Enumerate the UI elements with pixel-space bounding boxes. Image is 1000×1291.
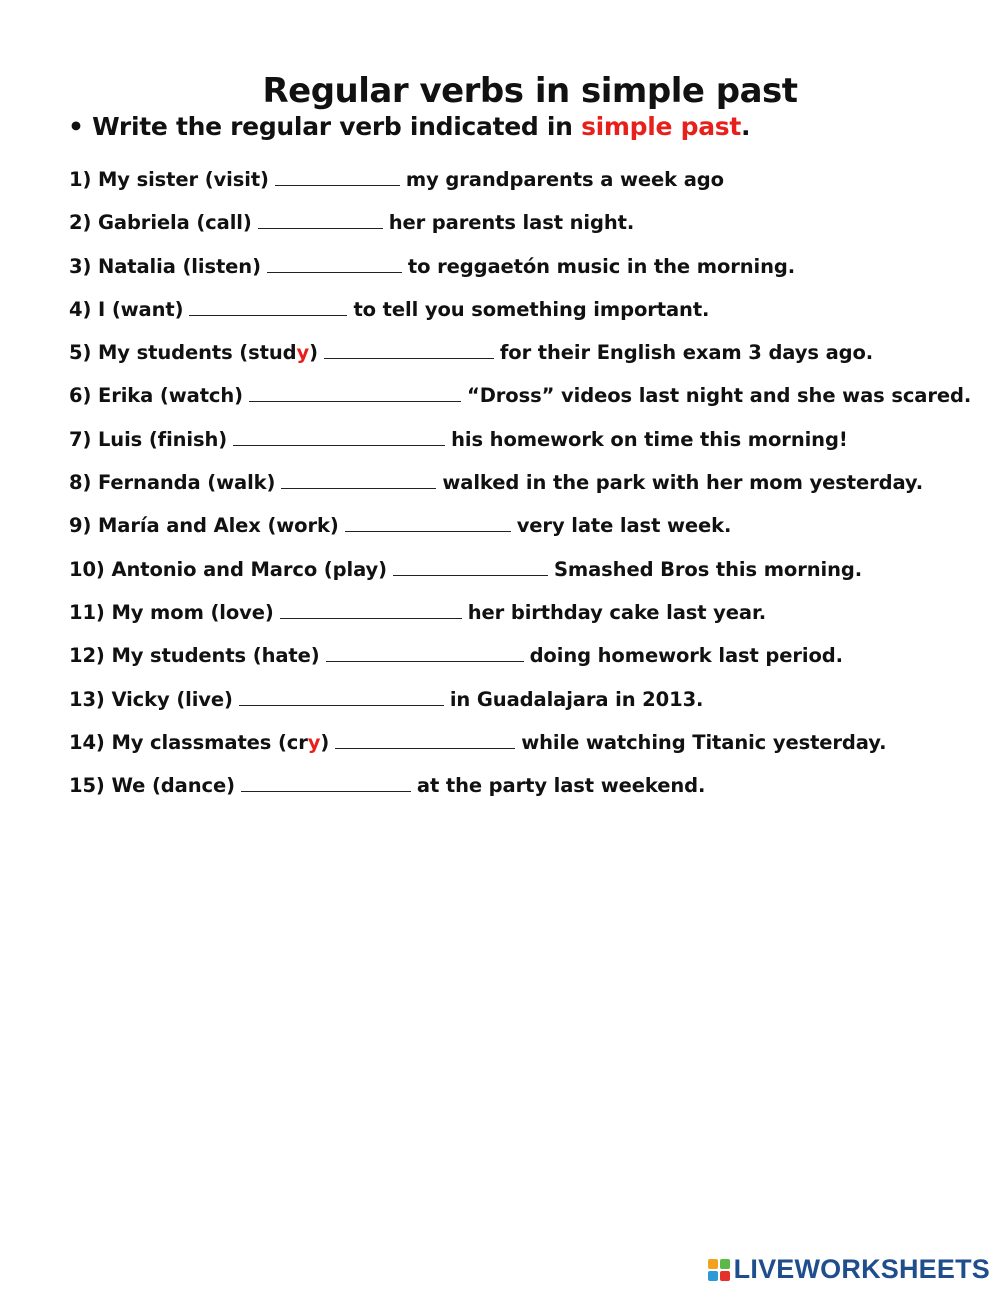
worksheet-title: Regular verbs in simple past xyxy=(262,70,798,111)
logo-block-orange xyxy=(708,1259,718,1269)
exercise-number: 10) xyxy=(69,557,105,581)
instruction xyxy=(68,112,750,141)
answer-blank[interactable] xyxy=(275,167,400,186)
exercise-number: 12) xyxy=(69,644,105,668)
exercise-number: 2) xyxy=(69,211,92,235)
exercise-item xyxy=(69,599,971,642)
exercise-continuation: to tell you something important. xyxy=(353,297,710,321)
exercise-continuation: her birthday cake last year. xyxy=(467,600,767,624)
exercise-prompt: Antonio and Marco (play) xyxy=(111,557,387,581)
exercise-prompt: We (dance) xyxy=(111,774,235,798)
logo-text: LIVEWORKSHEETS xyxy=(733,1254,990,1284)
exercise-item xyxy=(69,512,971,555)
exercise-continuation: my grandparents a week ago xyxy=(405,168,724,191)
exercise-prompt: Luis (finish) xyxy=(97,427,228,451)
answer-blank[interactable] xyxy=(393,557,548,576)
exercise-number: 13) xyxy=(69,687,105,711)
exercise-number: 11) xyxy=(69,600,105,624)
exercise-item xyxy=(69,382,971,425)
exercise-prompt: Vicky (live) xyxy=(111,687,233,711)
exercise-number: 14) xyxy=(69,730,105,754)
exercise-prompt: My mom (love) xyxy=(111,600,274,624)
answer-blank[interactable] xyxy=(335,730,515,749)
answer-blank[interactable] xyxy=(324,340,494,359)
exercise-continuation: doing homework last period. xyxy=(529,644,843,668)
exercise-item xyxy=(69,209,971,252)
instruction-text: Write the regular verb indicated in xyxy=(92,112,582,141)
exercise-item xyxy=(69,556,971,599)
exercise-item xyxy=(69,166,971,209)
logo-block-green xyxy=(720,1259,730,1269)
answer-blank[interactable] xyxy=(258,210,383,229)
exercise-list xyxy=(69,166,971,815)
answer-blank[interactable] xyxy=(241,773,411,792)
instruction-highlight: simple past xyxy=(581,112,741,141)
exercise-continuation: to reggaetón music in the morning. xyxy=(407,254,796,278)
verb-ending-highlight: y xyxy=(307,730,321,754)
exercise-number: 15) xyxy=(69,774,105,798)
exercise-prompt: My students (hate) xyxy=(111,644,320,668)
exercise-continuation: while watching Titanic yesterday. xyxy=(521,730,887,754)
exercise-continuation: his homework on time this morning! xyxy=(451,427,848,451)
instruction-period: . xyxy=(741,112,751,141)
logo-block-red xyxy=(720,1271,730,1281)
exercise-prompt: I (want) xyxy=(97,297,184,321)
answer-blank[interactable] xyxy=(233,427,445,446)
exercise-number: 9) xyxy=(69,514,92,538)
answer-blank[interactable] xyxy=(281,470,436,489)
exercise-prompt: My students (stud xyxy=(97,341,297,365)
answer-blank[interactable] xyxy=(249,383,461,402)
exercise-item xyxy=(69,729,971,772)
exercise-item xyxy=(69,772,971,815)
exercise-item xyxy=(69,686,971,729)
exercise-continuation: for their English exam 3 days ago. xyxy=(499,341,874,365)
answer-blank[interactable] xyxy=(326,643,524,662)
exercise-continuation: Smashed Bros this morning. xyxy=(553,557,863,581)
exercise-continuation: in Guadalajara in 2013. xyxy=(449,687,704,711)
exercise-item xyxy=(69,642,971,685)
answer-blank[interactable] xyxy=(189,297,347,316)
exercise-prompt: My sister (visit) xyxy=(97,168,269,191)
exercise-prompt: Natalia (listen) xyxy=(97,254,261,278)
exercise-item xyxy=(69,426,971,469)
exercise-number: 6) xyxy=(69,384,92,408)
exercise-number: 7) xyxy=(69,427,92,451)
exercise-prompt: Gabriela (call) xyxy=(97,211,252,235)
exercise-prompt: María and Alex (work) xyxy=(97,514,339,538)
answer-blank[interactable] xyxy=(267,254,402,273)
answer-blank[interactable] xyxy=(345,513,511,532)
exercise-number: 3) xyxy=(69,254,92,278)
exercise-continuation: “Dross” videos last night and she was scared. xyxy=(466,384,972,408)
exercise-item xyxy=(69,339,971,382)
exercise-prompt: Erika (watch) xyxy=(97,384,243,408)
verb-ending-highlight: y xyxy=(296,341,310,365)
exercise-item xyxy=(69,469,971,512)
exercise-item xyxy=(69,296,971,339)
instruction-bullet: • xyxy=(68,112,84,141)
exercise-prompt-close: ) xyxy=(320,730,330,754)
liveworksheets-logo xyxy=(708,1254,990,1285)
exercise-prompt: My classmates (cr xyxy=(111,730,308,754)
exercise-prompt-close: ) xyxy=(309,341,318,365)
exercise-continuation: walked in the park with her mom yesterday. xyxy=(442,471,924,495)
exercise-continuation: very late last week. xyxy=(516,514,732,538)
exercise-prompt: Fernanda (walk) xyxy=(97,471,276,495)
exercise-continuation: at the party last weekend. xyxy=(416,774,706,798)
exercise-number: 1) xyxy=(69,168,92,191)
answer-blank[interactable] xyxy=(280,600,462,619)
logo-icon xyxy=(708,1259,730,1281)
exercise-number: 8) xyxy=(69,471,92,495)
logo-block-blue xyxy=(708,1271,718,1281)
exercise-number: 5) xyxy=(69,341,92,365)
exercise-number: 4) xyxy=(69,297,92,321)
answer-blank[interactable] xyxy=(239,687,444,706)
exercise-item xyxy=(69,253,971,296)
exercise-continuation: her parents last night. xyxy=(388,211,635,235)
